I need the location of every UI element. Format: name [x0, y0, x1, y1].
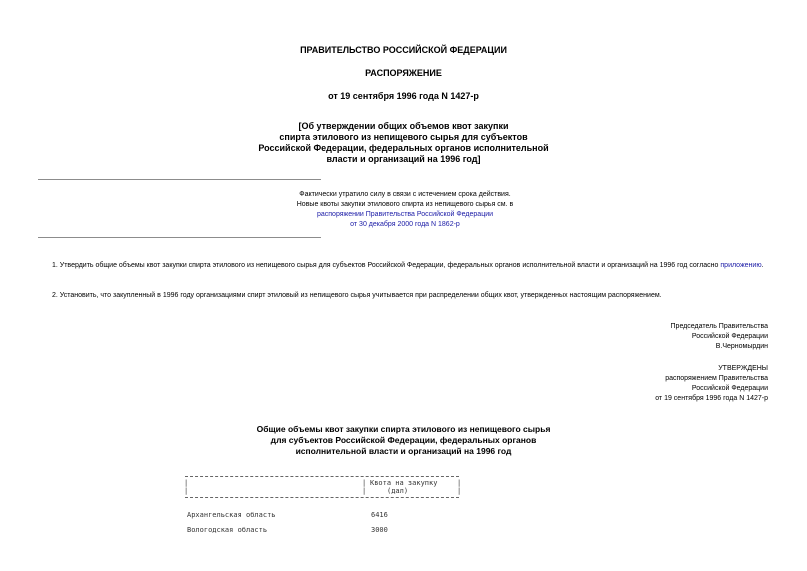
note-line: Фактически утратило силу в связи с истечением срока действия.	[299, 191, 511, 198]
table-header-border	[185, 497, 459, 498]
signature-block	[468, 322, 768, 352]
note-link-line2[interactable]: от 30 декабря 2000 года N 1862-р	[350, 221, 460, 228]
table-border-mid: | |	[362, 479, 367, 495]
divider-top	[38, 179, 321, 180]
paragraph-1	[38, 260, 768, 271]
signature-name: В.Черномырдин	[715, 343, 768, 350]
signature-country: Российской Федерации	[691, 333, 768, 340]
note-line: Новые квоты закупки этилового спирта из непищевого сырья см. в	[296, 201, 514, 208]
status-note	[230, 190, 580, 230]
paragraph-1-text: 1. Утвердить общие объемы квот закупки спирта этилового из непищевого сырья для субъектов Российской Федерации, федеральных органов исполнительной власти и организаций на 1996 год согласно	[52, 262, 719, 269]
table-column-header	[370, 479, 455, 495]
appendix-title	[0, 424, 807, 457]
document-title	[0, 121, 807, 165]
document-type: РАСПОРЯЖЕНИЕ	[365, 68, 442, 78]
document-date: от 19 сентября 1996 года N 1427-р	[328, 91, 479, 101]
row-region: Вологодская область	[187, 526, 268, 534]
table-top-border	[185, 476, 459, 477]
table-border-left: | |	[184, 479, 189, 495]
row-quota: 6416	[371, 511, 388, 519]
title-line: власти и организаций на 1996 год]	[326, 154, 481, 164]
paragraph-2: 2. Установить, что закупленный в 1996 году организациями спирт этиловый из непищевого сырья учитывается при распределении общих квот, утвержденных настоящим распоряжением.	[52, 292, 662, 299]
title-line: [Об утверждении общих объемов квот закупки	[298, 121, 509, 131]
table-border-right: | |	[457, 479, 462, 495]
column-header-unit: (дал)	[387, 487, 409, 495]
title-line: спирта этилового из непищевого сырья для субъектов	[279, 132, 528, 142]
appendix-title-line: Общие объемы квот закупки спирта этилового из непищевого сырья	[256, 424, 551, 434]
approval-line: Российской Федерации	[691, 385, 768, 392]
appendix-link[interactable]: приложению	[720, 262, 762, 269]
divider-bottom	[38, 237, 321, 238]
approval-date: от 19 сентября 1996 года N 1427-р	[655, 395, 768, 402]
approval-block	[468, 364, 768, 404]
appendix-title-line: исполнительной власти и организаций на 1996 год	[295, 446, 512, 456]
approval-line: распоряжением Правительства	[665, 375, 768, 382]
note-link-line1[interactable]: распоряжении Правительства Российской Федерации	[316, 211, 494, 218]
column-header-line1: Квота на закупку	[370, 479, 438, 487]
paragraph-1-end: .	[761, 262, 764, 269]
table-row	[187, 526, 267, 534]
appendix-title-line: для субъектов Российской Федерации, федеральных органов	[270, 435, 537, 445]
row-quota: 3000	[371, 526, 388, 534]
table-row	[187, 511, 276, 519]
title-line: Российской Федерации, федеральных органов исполнительной	[258, 143, 549, 153]
government-heading: ПРАВИТЕЛЬСТВО РОССИЙСКОЙ ФЕДЕРАЦИИ	[300, 45, 507, 55]
row-region: Архангельская область	[187, 511, 276, 519]
approval-title: УТВЕРЖДЕНЫ	[718, 365, 768, 372]
signature-position: Председатель Правительства	[670, 323, 768, 330]
